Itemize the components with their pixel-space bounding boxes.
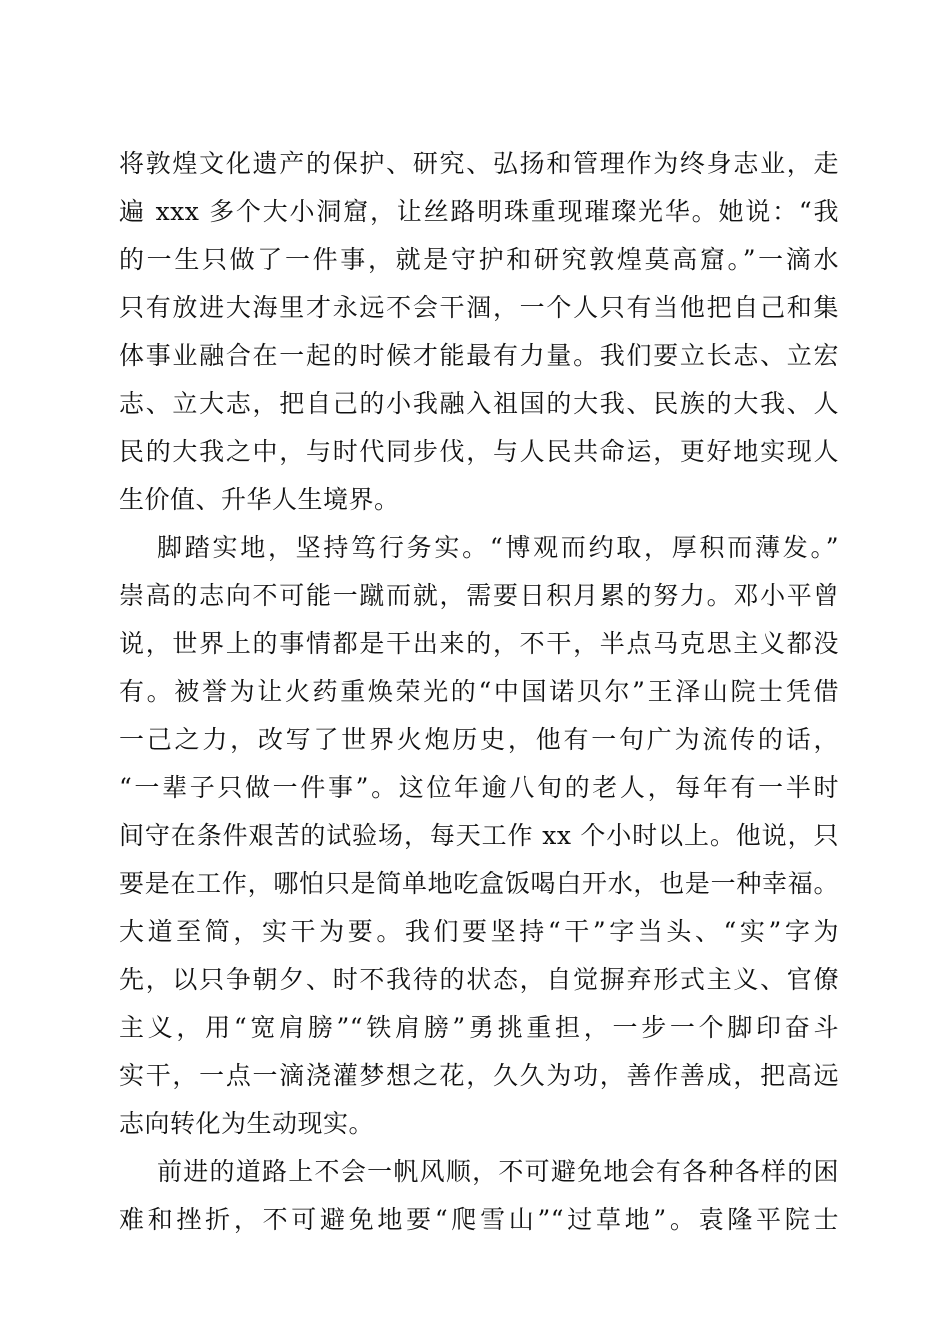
text-line: 志向转化为生动现实。: [119, 1109, 375, 1138]
text-line: 实干，一点一滴浇灌梦想之花，久久为功，善作善成，把高远: [119, 1061, 839, 1090]
text-line: “一辈子只做一件事”。这位年逾八旬的老人，每年有一半时: [119, 773, 839, 802]
text-line: 生价值、升华人生境界。: [119, 485, 400, 514]
text-line: 大道至简，实干为要。我们要坚持“干”字当头、“实”字为: [119, 917, 839, 946]
text-line: 一己之力，改写了世界火炮历史，他有一句广为流传的话，: [119, 725, 839, 754]
body-text: [119, 140, 839, 1244]
text-line: 体事业融合在一起的时候才能最有力量。我们要立长志、立宏: [119, 341, 839, 370]
text-line: 间守在条件艰苦的试验场，每天工作 xx 个小时以上。他说，只: [119, 821, 839, 850]
text-line: 要是在工作，哪怕只是简单地吃盒饭喝白开水，也是一种幸福。: [119, 869, 839, 898]
text-line: 志、立大志，把自己的小我融入祖国的大我、民族的大我、人: [119, 389, 839, 418]
text-line: 难和挫折，不可避免地要“爬雪山”“过草地”。袁隆平院士: [119, 1205, 839, 1234]
text-line: 的一生只做了一件事，就是守护和研究敦煌莫高窟。”一滴水: [119, 245, 839, 274]
text-line: 遍 xxx 多个大小洞窟，让丝路明珠重现璀璨光华。她说：“我: [119, 197, 839, 226]
text-line: 崇高的志向不可能一蹴而就，需要日积月累的努力。邓小平曾: [119, 581, 839, 610]
text-line: 主义，用“宽肩膀”“铁肩膀”勇挑重担，一步一个脚印奋斗: [119, 1013, 839, 1042]
text-line: 民的大我之中，与时代同步伐，与人民共命运，更好地实现人: [119, 437, 839, 466]
text-line: 有。被誉为让火药重焕荣光的“中国诺贝尔”王泽山院士凭借: [119, 677, 839, 706]
text-line: 将敦煌文化遗产的保护、研究、弘扬和管理作为终身志业，走: [119, 149, 839, 178]
text-line: 先，以只争朝夕、时不我待的状态，自觉摒弃形式主义、官僚: [119, 965, 839, 994]
text-line: 说，世界上的事情都是干出来的，不干，半点马克思主义都没: [119, 629, 839, 658]
text-line: 只有放进大海里才永远不会干涸，一个人只有当他把自己和集: [119, 293, 839, 322]
paragraph-start-line: 脚踏实地，坚持笃行务实。“博观而约取，厚积而薄发。”: [157, 533, 839, 562]
paragraph-start-line: 前进的道路上不会一帆风顺，不可避免地会有各种各样的困: [157, 1157, 839, 1186]
